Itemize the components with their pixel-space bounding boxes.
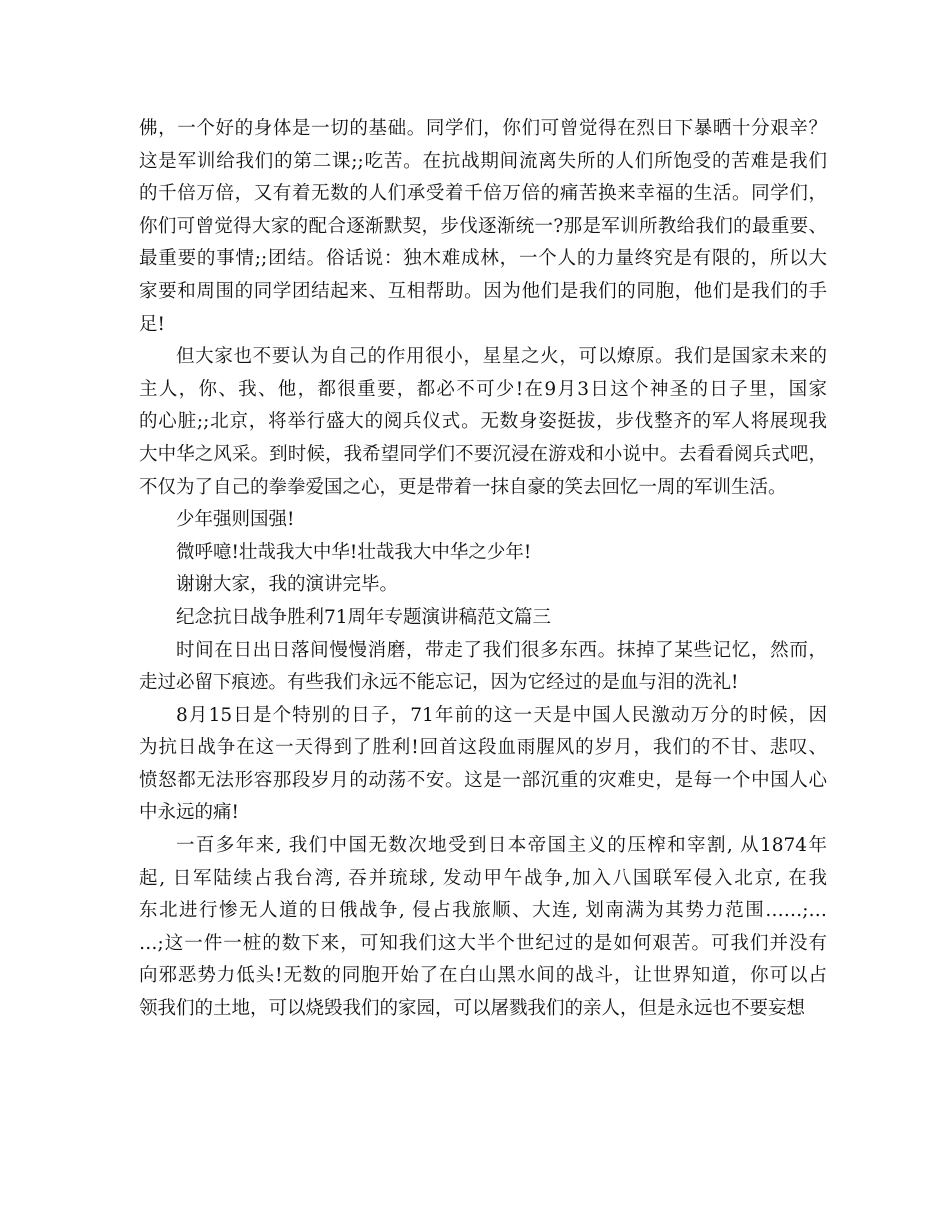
paragraph	[139, 569, 827, 602]
text-line: 微呼噫!壮哉我大中华!壮哉我大中华之少年!	[176, 541, 532, 563]
text-line: 你们可曾觉得大家的配合逐渐默契，步伐逐渐统一?那是军训所教给我们的最重要、	[139, 215, 827, 237]
text-line: 但大家也不要认为自己的作用很小，星星之火，可以燎原。我们是国家未来的	[176, 346, 827, 368]
text-line: 中永远的痛!	[139, 802, 239, 824]
text-line: 最重要的事情;;团结。俗话说：独木难成林，一个人的力量终究是有限的，所以大	[139, 248, 827, 270]
text-line: 纪念抗日战争胜利71周年专题演讲稿范文篇三	[176, 606, 552, 628]
text-line: 8月15日是个特别的日子，71年前的这一天是中国人民激动万分的时候，因	[176, 704, 827, 726]
text-line: 的千倍万倍，又有着无数的人们承受着千倍万倍的痛苦换来幸福的生活。同学们，	[139, 183, 827, 205]
text-line: 不仅为了自己的拳拳爱国之心，更是带着一抹自豪的笑去回忆一周的军训生活。	[139, 476, 787, 498]
text-line: 的心脏;;北京，将举行盛大的阅兵仪式。无数身姿挺拔，步伐整齐的军人将展现我	[139, 411, 827, 433]
text-line: 谢谢大家，我的演讲完毕。	[176, 574, 399, 596]
text-line: 佛，一个好的身体是一切的基础。同学们，你们可曾觉得在烈日下暴晒十分艰辛？	[139, 118, 827, 139]
text-line: 东北进行惨无人道的日俄战争, 侵占我旅顺、大连, 划南满为其势力范围……;…	[139, 900, 827, 922]
text-line: 起, 日军陆续占我台湾, 吞并琉球, 发动甲午战争,加入八国联军侵入北京, 在我	[139, 867, 827, 889]
text-line: 这是军训给我们的第二课;;吃苦。在抗战期间流离失所的人们所饱受的苦难是我们	[139, 150, 827, 172]
paragraph	[139, 537, 827, 570]
paragraph	[139, 602, 827, 635]
text-line: 愤怒都无法形容那段岁月的动荡不安。这是一部沉重的灾难史，是每一个中国人心	[139, 769, 827, 791]
paragraph	[139, 341, 827, 504]
paragraph	[139, 504, 827, 537]
text-line: 少年强则国强!	[176, 509, 295, 531]
text-line: 家要和周围的同学团结起来、互相帮助。因为他们是我们的同胞，他们是我们的手	[139, 280, 827, 302]
text-line: 主人，你、我、他，都很重要，都必不可少!在9月3日这个神圣的日子里，国家	[139, 378, 827, 400]
text-line: 向邪恶势力低头!无数的同胞开始了在白山黑水间的战斗，让世界知道，你可以占	[139, 965, 827, 987]
text-line: 大中华之风采。到时候，我希望同学们不要沉浸在游戏和小说中。去看看阅兵式吧，	[139, 443, 827, 465]
paragraph	[139, 113, 827, 341]
text-line: 走过必留下痕迹。有些我们永远不能忘记，因为它经过的是血与泪的洗礼!	[139, 672, 739, 694]
text-line: 一百多年来, 我们中国无数次地受到日本帝国主义的压榨和宰割, 从1874年	[176, 835, 827, 857]
text-line: 领我们的土地，可以烧毁我们的家园，可以屠戮我们的亲人，但是永远也不要妄想	[139, 998, 806, 1020]
text-line: 足!	[139, 313, 165, 335]
text-line: …;这一件一桩的数下来，可知我们这大半个世纪过的是如何艰苦。可我们并没有	[139, 932, 827, 954]
paragraph	[139, 700, 827, 830]
document-body	[139, 113, 827, 1026]
paragraph	[139, 830, 827, 1026]
paragraph	[139, 635, 827, 700]
text-line: 为抗日战争在这一天得到了胜利!回首这段血雨腥风的岁月，我们的不甘、悲叹、	[139, 737, 827, 759]
text-line: 时间在日出日落间慢慢消磨，带走了我们很多东西。抹掉了某些记忆，然而，	[176, 639, 827, 661]
